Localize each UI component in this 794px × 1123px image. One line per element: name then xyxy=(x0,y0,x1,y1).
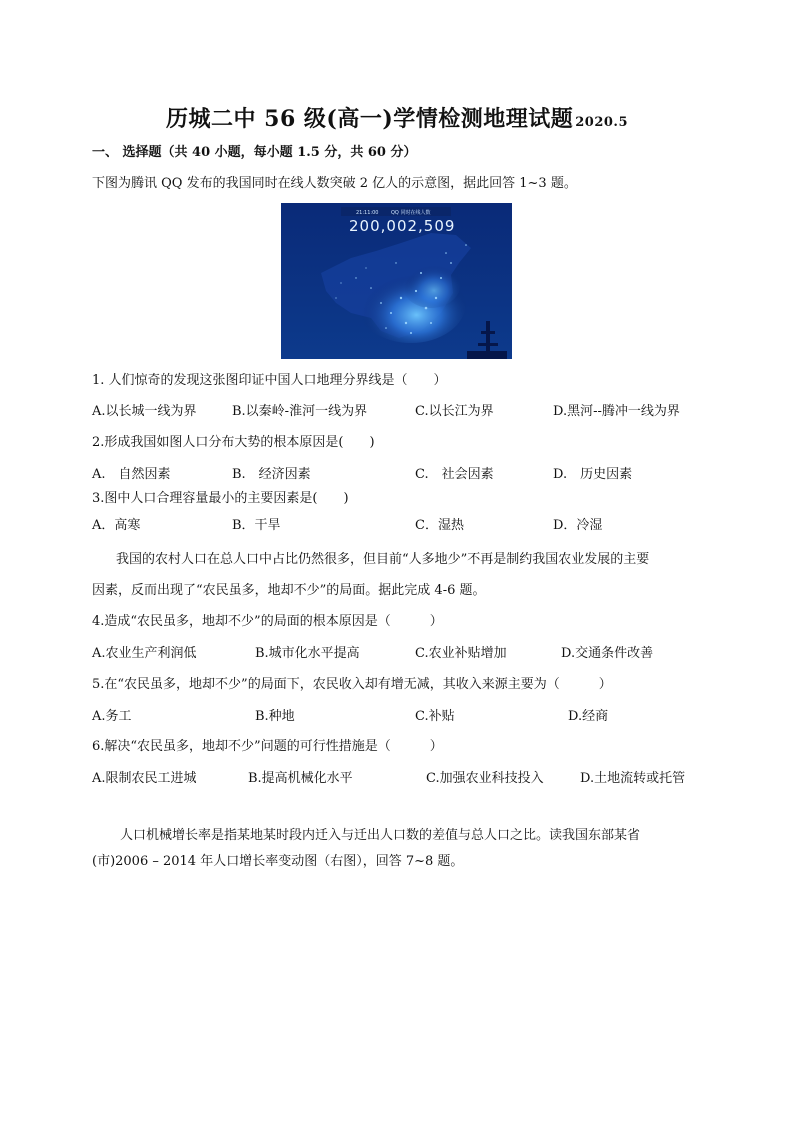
q4-option-d[interactable]: D.交通条件改善 xyxy=(561,646,654,661)
qq-online-map-image xyxy=(281,203,512,359)
question-5-stem: 5.在“农民虽多，地却不少”的局面下，农民收入却有增无减，其收入来源主要为（ ） xyxy=(92,677,612,692)
q6-option-d[interactable]: D.土地流转或托管 xyxy=(580,771,686,786)
q3-option-a[interactable]: A．高寒 xyxy=(92,518,141,533)
q5-option-a[interactable]: A.务工 xyxy=(92,709,132,724)
q6-option-c[interactable]: C.加强农业科技投入 xyxy=(426,771,544,786)
q2-option-c[interactable]: C. 社会因素 xyxy=(415,467,494,482)
q4-option-a[interactable]: A.农业生产利润低 xyxy=(92,646,197,661)
passage-2-line-1: 我国的农村人口在总人口中占比仍然很多，但目前“人多地少”不再是制约我国农业发展的主要 xyxy=(116,552,650,567)
passage-3-line-2: (市)2006 – 2014 年人口增长率变动图（右图），回答 7~8 题。 xyxy=(92,854,464,869)
figure-time: 21:11:00 xyxy=(356,210,379,216)
q5-option-d[interactable]: D.经商 xyxy=(568,709,609,724)
q2-option-b[interactable]: B. 经济因素 xyxy=(232,467,311,482)
q1-option-b[interactable]: B.以秦岭-淮河一线为界 xyxy=(232,404,368,419)
passage-2-line-2: 因素，反而出现了“农民虽多，地却不少”的局面。据此完成 4-6 题。 xyxy=(92,583,486,598)
intro-text-1: 下图为腾讯 QQ 发布的我国同时在线人数突破 2 亿人的示意图，据此回答 1~3 题。 xyxy=(92,176,577,191)
q1-option-c[interactable]: C.以长江为界 xyxy=(415,404,494,419)
q3-option-d[interactable]: D．冷湿 xyxy=(553,518,603,533)
q2-option-a[interactable]: A. 自然因素 xyxy=(92,467,171,482)
q4-option-b[interactable]: B.城市化水平提高 xyxy=(255,646,360,661)
q3-option-c[interactable]: C．湿热 xyxy=(415,518,464,533)
q2-option-d[interactable]: D. 历史因素 xyxy=(553,467,633,482)
q5-option-b[interactable]: B.种地 xyxy=(255,709,295,724)
q1-option-d[interactable]: D.黑河--腾冲一线为界 xyxy=(553,404,680,419)
q1-option-a[interactable]: A.以长城一线为界 xyxy=(92,404,197,419)
section-heading: 一、 选择题（共 40 小题，每小题 1.5 分，共 60 分） xyxy=(92,145,417,160)
question-4-stem: 4.造成“农民虽多，地却不少”的局面的根本原因是（ ） xyxy=(92,614,443,629)
page-title xyxy=(0,102,794,133)
question-3-stem: 3.图中人口合理容量最小的主要因素是( ) xyxy=(92,491,349,506)
q5-option-c[interactable]: C.补贴 xyxy=(415,709,455,724)
question-6-stem: 6.解决“农民虽多，地却不少”问题的可行性措施是（ ） xyxy=(92,739,443,754)
q6-option-a[interactable]: A.限制农民工进城 xyxy=(92,771,197,786)
title-date: 2020.5 xyxy=(575,115,629,130)
passage-3-line-1: 人口机械增长率是指某地某时段内迁入与迁出人口数的差值与总人口之比。读我国东部某省 xyxy=(120,828,641,843)
title-main: 历城二中 56 级(高一)学情检测地理试题 xyxy=(165,106,574,132)
q3-option-b[interactable]: B．干旱 xyxy=(232,518,281,533)
q4-option-c[interactable]: C.农业补贴增加 xyxy=(415,646,507,661)
figure-counter: 200,002,509 xyxy=(349,217,456,235)
question-2-stem: 2.形成我国如图人口分布大势的根本原因是( ) xyxy=(92,435,375,450)
figure-caption: QQ 同时在线人数 xyxy=(391,210,431,216)
q6-option-b[interactable]: B.提高机械化水平 xyxy=(248,771,353,786)
question-1-stem: 1. 人们惊奇的发现这张图印证中国人口地理分界线是（ ） xyxy=(92,373,447,388)
